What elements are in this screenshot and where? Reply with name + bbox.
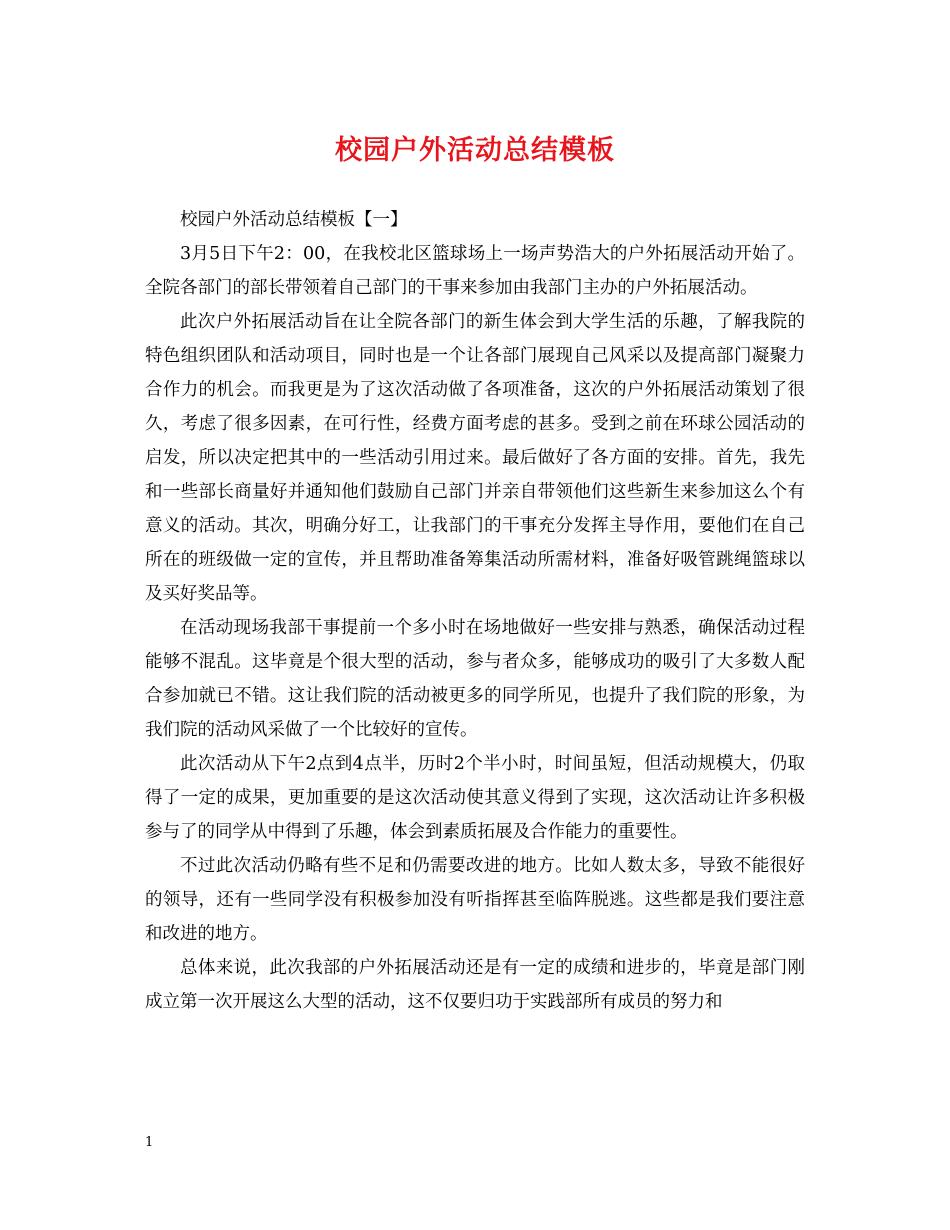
page-number: 1: [145, 1135, 154, 1150]
section-heading: 校园户外活动总结模板【一】: [180, 210, 408, 230]
document-body: [145, 203, 805, 1019]
paragraph-1: 3月5日下午2：00，在我校北区篮球场上一场声势浩大的户外拓展活动开始了。全院各部门的部长带领着自己部门的干事来参加由我部门主办的户外拓展活动。: [145, 244, 805, 298]
document-title: 校园户外活动总结模板: [335, 135, 615, 166]
paragraph-3: 在活动现场我部干事提前一个多小时在场地做好一些安排与熟悉，确保活动过程能够不混乱。这毕竟是个很大型的活动，参与者众多，能够成功的吸引了大多数人配合参加就已不错。这让我们院的活动被更多的同学所见，也提升了我们院的形象，为我们院的活动风采做了一个比较好的宣传。: [145, 618, 805, 740]
paragraph-2: 此次户外拓展活动旨在让全院各部门的新生体会到大学生活的乐趣，了解我院的特色组织团队和活动项目，同时也是一个让各部门展现自己风采以及提高部门凝聚力合作力的机会。而我更是为了这次活动做了各项准备，这次的户外拓展活动策划了很久，考虑了很多因素，在可行性，经费方面考虑的甚多。受到之前在环球公园活动的启发，所以决定把其中的一些活动引用过来。最后做好了各方面的安排。首先，我先和一些部长商量好并通知他们鼓励自己部门并亲自带领他们这些新生来参加这么个有意义的活动。其次，明确分好工，让我部门的干事充分发挥主导作用，要他们在自己所在的班级做一定的宣传，并且帮助准备筹集活动所需材料，准备好吸管跳绳篮球以及买好奖品等。: [145, 312, 805, 604]
paragraph-5: 不过此次活动仍略有些不足和仍需要改进的地方。比如人数太多，导致不能很好的领导，还有一些同学没有积极参加没有听指挥甚至临阵脱逃。这些都是我们要注意和改进的地方。: [145, 856, 805, 944]
paragraph-6: 总体来说，此次我部的户外拓展活动还是有一定的成绩和进步的，毕竟是部门刚成立第一次开展这么大型的活动，这不仅要归功于实践部所有成员的努力和: [145, 958, 805, 1012]
paragraph-4: 此次活动从下午2点到4点半，历时2个半小时，时间虽短，但活动规模大，仍取得了一定的成果，更加重要的是这次活动使其意义得到了实现，这次活动让许多积极参与了的同学从中得到了乐趣，体会到素质拓展及合作能力的重要性。: [145, 754, 805, 842]
